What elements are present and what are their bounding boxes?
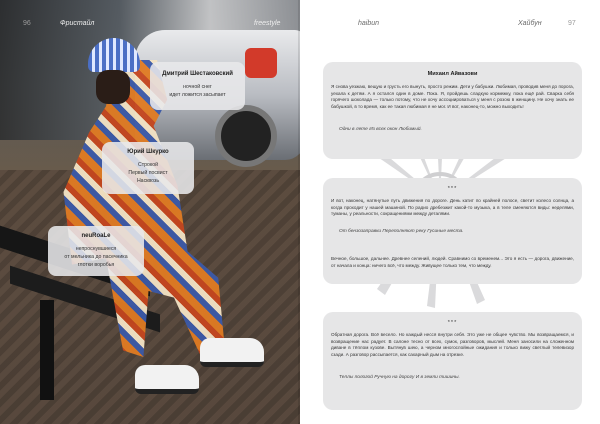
haiku-verse	[339, 374, 460, 381]
haiku-verse	[339, 228, 464, 235]
poem-bubble-1	[150, 62, 245, 110]
poem-line: Первый посвист	[128, 170, 168, 177]
haibun-prose: Обратная дорога. Всё весело. Но каждый несся внутри себя. Это уже не общее чувство. Мы возвращаемся, и возвращение нас радует. В салоне тесно от всех, сумок, разговоров, мыслей. Меня заносили на сложенном диване в тёплом кузове. Вытянув шею, а черном многослойные ожидания и только вижу светлый телевизор сзади. А разговор рассыпается, как сахарный дым на отрезке.	[331, 332, 574, 357]
sneaker-right	[200, 338, 264, 367]
haiku-line: И в земли тишины.	[415, 375, 460, 380]
running-title-right: Хайбун	[518, 20, 542, 27]
car-wheel	[215, 105, 277, 167]
section-separator: ***	[447, 320, 458, 326]
haibun-author: Михаил Айвазови	[427, 71, 478, 77]
bench-leg	[40, 300, 54, 400]
car-taillight	[245, 48, 277, 78]
haibun-prose: Я снова уезжаю, вещую и грусть его вынуть, просто режим. Дети у бабушки. Любимая, проводив меня до порога, уехала к детям. А я остался один в доме. Пока. Я, пройдешь сладкую кормежку, пока ещё рай. Сварка себя горячего шоколада — только потому, что не хочу ассоциироваться у меня с розою в женщину. Не хочу знать ее бабушкой, в то время, как ее такая любимая я не мог. И вот, наконец-то, можно выходить!	[331, 84, 574, 109]
haiku-line: Переполняют реку	[382, 229, 426, 234]
haiku-line: Теплы пологой	[339, 375, 373, 380]
running-title-freestyle: freestyle	[254, 20, 281, 27]
sneaker-left	[135, 365, 199, 394]
haibun-card-3	[323, 312, 582, 410]
haibun-card-1	[323, 62, 582, 159]
haiku-line: Гусиные места.	[427, 229, 464, 234]
haiku-verse	[339, 126, 422, 133]
left-header	[0, 0, 300, 40]
page-number-left: 96	[23, 20, 31, 27]
poem-line: Насквозь	[136, 178, 160, 185]
page-number-right: 97	[568, 20, 576, 27]
face	[96, 70, 130, 104]
haibun-prose: Вечное, большое, дальнее. Древнее селений, людей. Сравнимо со временем... Это я есть — дорога, движение, от начала и конца: ничего всё, что между. Живущее только тем, что между.	[331, 256, 574, 268]
poem-author: neuRoaLe	[81, 233, 111, 239]
poem-line: ночной снег	[183, 84, 212, 91]
poem-line: Строкой	[137, 162, 158, 169]
poem-bubble-2	[102, 142, 194, 194]
haiku-line: От бензозаправки	[339, 229, 382, 234]
haiku-line: Одни в лете	[339, 127, 368, 132]
haiku-line: Любимый.	[398, 127, 422, 132]
running-title-left: Фристайл	[60, 20, 95, 27]
haiku-line: Из всех окон	[369, 127, 398, 132]
section-separator: ***	[447, 186, 458, 192]
poem-line: от мельника до пасечника	[64, 254, 128, 261]
text-page	[300, 0, 600, 424]
poem-author: Дмитрий Шестаковский	[162, 71, 233, 77]
haibun-card-2	[323, 178, 582, 284]
haiku-line: Ручную на дорогу	[374, 375, 415, 380]
poem-line: идет ложится засыпает	[169, 92, 226, 99]
poem-line: глотки воробья	[77, 262, 115, 269]
poem-bubble-3	[48, 226, 144, 276]
running-title-haibun: haibun	[358, 20, 380, 27]
poem-author: Юрий Шкурко	[127, 149, 169, 155]
haibun-prose: И вот, наконец, натянутые путь движения по дороге. День катит по крайней полосе, светит колесо солнца, а когда проходит у нашей машиной. По радио дребезжит какой-то музыка, а в теле сменяются виды: неделями, туманы, у реальности, сокращениями между деталями.	[331, 198, 574, 217]
poem-line: непроснувшиеся	[75, 246, 117, 253]
